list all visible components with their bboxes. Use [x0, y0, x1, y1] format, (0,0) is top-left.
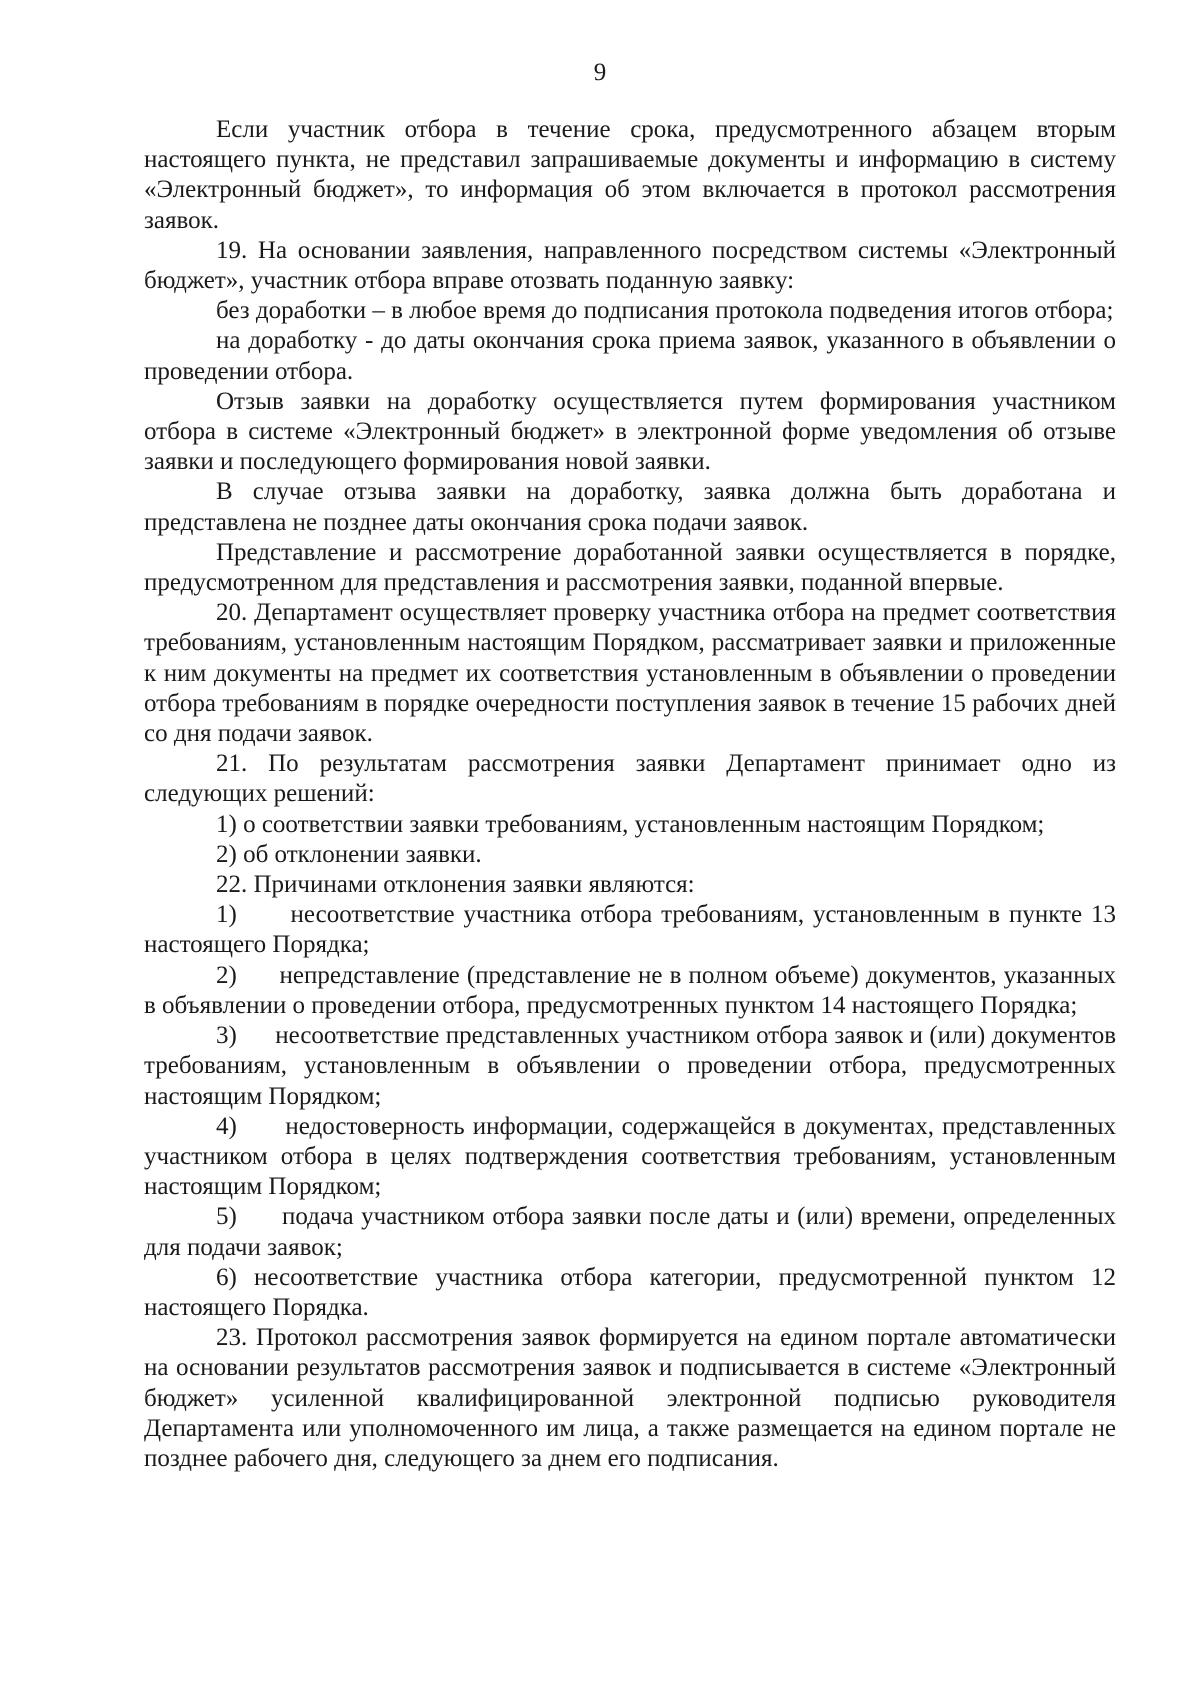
list-item-reason-4: 4) недостоверность информации, содержащейся в документах, представленных участником отбора в целях подтверждения соответствия требованиям, установленным настоящим Порядком; — [144, 1112, 1123, 1201]
paragraph-withdrawal-procedure: Отзыв заявки на доработку осуществляется путем формирования участником отбора в системе «Электронный бюджет» в электронной форме уведомления об отзыве заявки и последующего формирования новой заявки. — [144, 387, 1116, 476]
list-item-reason-2: 2) непредставление (представление не в полном объеме) документов, указанных в объявлении о проведении отбора, предусмотренных пунктом 14 настоящего Порядка; — [144, 961, 1123, 1019]
paragraph-19-withdrawal: 19. На основании заявления, направленного посредством системы «Электронный бюджет», участник отбора вправе отозвать поданную заявку: — [144, 236, 1116, 295]
paragraph-21-decisions: 21. По результатам рассмотрения заявки Департамент принимает одно из следующих решений: — [144, 750, 1116, 808]
paragraph-22-rejection-reasons: 22. Причинами отклонения заявки являются: — [216, 871, 695, 899]
paragraph-23-protocol: 23. Протокол рассмотрения заявок формируется на едином портале автоматически на основании результатов рассмотрения заявок и подписывается в системе «Электронный бюджет» усиленной квалифицированной электронной подписью руководителя Департамента или уполномоченного им лица, а также размещается на едином портале не позднее рабочего дня, следующего за днем его подписания. — [144, 1324, 1116, 1472]
paragraph-missing-documents: Если участник отбора в течение срока, предусмотренного абзацем вторым настоящего пункта, не представил запрашиваемые документы и информацию в систему «Электронный бюджет», то информация об этом включается в протокол рассмотрения заявок. — [144, 116, 1116, 234]
page-number: 9 — [593, 59, 607, 86]
list-item-decision-1: 1) о соответствии заявки требованиям, установленным настоящим Порядком; — [216, 810, 1045, 838]
paragraph-20-verification: 20. Департамент осуществляет проверку участника отбора на предмет соответствия требованиям, установленным настоящим Порядком, рассматривает заявки и приложенные к ним документы на предмет их соответствия установленным в объявлении о проведении отбора требованиям в порядке очередности поступления заявок в течение 15 рабочих дней со дня подачи заявок. — [144, 599, 1116, 748]
list-item-decision-2: 2) об отклонении заявки. — [216, 840, 482, 868]
list-item-reason-3: 3) несоответствие представленных участником отбора заявок и (или) документов требованиям, установленным в объявлении о проведении отбора, предусмотренных настоящим Порядком; — [144, 1022, 1123, 1110]
paragraph-for-revision: на доработку - до даты окончания срока приема заявок, указанного в объявлении о проведении отбора. — [144, 327, 1116, 385]
paragraph-revision-deadline: В случае отзыва заявки на доработку, заявка должна быть доработана и представлена не позднее даты окончания срока подачи заявок. — [144, 478, 1116, 536]
document-body — [144, 115, 1123, 1474]
list-item-reason-6: 6) несоответствие участника отбора категории, предусмотренной пунктом 12 настоящего Порядка. — [144, 1263, 1116, 1321]
list-item-reason-5: 5) подача участником отбора заявки после даты и (или) времени, определенных для подачи заявок; — [144, 1203, 1123, 1261]
list-item-reason-1: 1) несоответствие участника отбора требованиям, установленным в пункте 13 настоящего Порядка; — [144, 901, 1123, 959]
paragraph-revised-submission: Представление и рассмотрение доработанной заявки осуществляется в порядке, предусмотренном для представления и рассмотрения заявки, поданной впервые. — [144, 538, 1116, 597]
paragraph-without-revision: без доработки – в любое время до подписания протокола подведения итогов отбора; — [216, 297, 1114, 325]
